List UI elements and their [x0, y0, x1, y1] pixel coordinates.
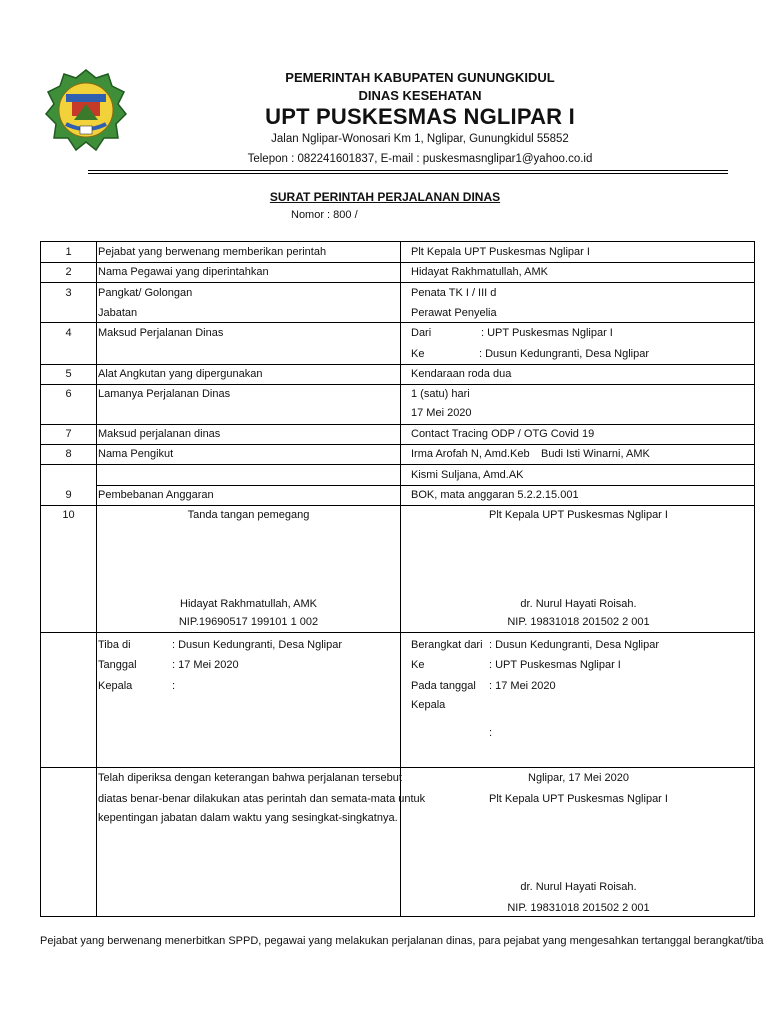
kepala-label: Kepala: [98, 680, 133, 692]
row-value: Penata TK I / III d: [411, 287, 497, 299]
header-contact: Telepon : 082241601837, E-mail : puskesmasnglipar1@yahoo.co.id: [247, 153, 593, 165]
row-divider: [96, 485, 754, 486]
row-divider: [41, 767, 754, 768]
col-divider-number: [96, 242, 97, 916]
holder-signature-title: Tanda tangan pemegang: [187, 509, 310, 521]
verification-place-date: Nglipar, 17 Mei 2020: [528, 772, 629, 784]
row-divider: [41, 464, 754, 465]
row-value: Irma Arofah N, Amd.Keb: [411, 448, 530, 460]
official-name: dr. Nurul Hayati Roisah.: [520, 598, 637, 610]
verification-official-nip: NIP. 19831018 201502 2 001: [507, 902, 650, 914]
row-label: Alat Angkutan yang dipergunakan: [98, 368, 263, 380]
tanggal-value: : 17 Mei 2020: [172, 659, 239, 671]
row-divider: [41, 384, 754, 385]
ke-label: Ke: [411, 348, 425, 360]
footer-note: Pejabat yang berwenang menerbitkan SPPD, pegawai yang melakukan perjalanan dinas, para pejabat yang mengesahkan tertanggal berangkat/tiba: [40, 935, 764, 947]
row-value: Plt Kepala UPT Puskesmas Nglipar I: [411, 246, 590, 258]
row-number: 6: [65, 388, 72, 400]
row-value: Kismi Suljana, Amd.AK: [411, 469, 524, 481]
berangkat-value: : Dusun Kedungranti, Desa Nglipar: [489, 639, 659, 651]
row-value: Contact Tracing ODP / OTG Covid 19: [411, 428, 595, 440]
row-value: 17 Mei 2020: [411, 407, 472, 419]
header-address: Jalan Nglipar-Wonosari Km 1, Nglipar, Gunungkidul 55852: [271, 133, 569, 145]
tiba-label: Tiba di: [98, 639, 131, 651]
row-divider: [41, 322, 754, 323]
row-number: 4: [65, 327, 72, 339]
row-divider: [41, 444, 754, 445]
row-label: Jabatan: [98, 307, 138, 319]
ke-label: Ke: [411, 659, 425, 671]
holder-nip: NIP.19690517 199101 1 002: [178, 616, 319, 628]
ke-value: : Dusun Kedungranti, Desa Nglipar: [479, 348, 649, 360]
row-number: 8: [65, 448, 72, 460]
pada-tanggal-value: : 17 Mei 2020: [489, 680, 556, 692]
tanggal-label: Tanggal: [98, 659, 137, 671]
kepala-value: :: [489, 727, 493, 739]
gunungkidul-emblem-logo: [44, 68, 128, 152]
official-title: Plt Kepala UPT Puskesmas Nglipar I: [489, 509, 668, 521]
header-government: PEMERINTAH KABUPATEN GUNUNGKIDUL: [285, 70, 555, 85]
row-label: Maksud perjalanan dinas: [98, 428, 221, 440]
dari-value: : UPT Puskesmas Nglipar I: [481, 327, 613, 339]
row-label: Pangkat/ Golongan: [98, 287, 193, 299]
document-title: SURAT PERINTAH PERJALANAN DINAS: [269, 190, 501, 204]
row-number: 2: [65, 266, 72, 278]
berangkat-label: Berangkat dari: [411, 639, 483, 651]
row-divider: [41, 282, 754, 283]
header-divider-thin: [88, 173, 728, 174]
row-label: Maksud Perjalanan Dinas: [98, 327, 224, 339]
row-number: 7: [65, 428, 72, 440]
document-number: Nomor : 800 /: [291, 209, 358, 221]
row-divider: [41, 364, 754, 365]
row-number: 1: [65, 246, 72, 258]
row-value: 1 (satu) hari: [411, 388, 470, 400]
pada-tanggal-label: Pada tanggal: [411, 680, 476, 692]
verification-official-name: dr. Nurul Hayati Roisah.: [520, 881, 637, 893]
row-number: 3: [65, 287, 72, 299]
header-divider: [88, 170, 728, 171]
row-number: 5: [65, 368, 72, 380]
row-number: 9: [65, 489, 72, 501]
row-divider: [41, 505, 754, 506]
row-value: Kendaraan roda dua: [411, 368, 512, 380]
row-value: Budi Isti Winarni, AMK: [541, 448, 650, 460]
row-value: Perawat Penyelia: [411, 307, 497, 319]
header-department: DINAS KESEHATAN: [358, 88, 482, 103]
row-divider: [41, 424, 754, 425]
row-label: Nama Pengikut: [98, 448, 174, 460]
kepala-value: :: [172, 680, 176, 692]
row-label: Nama Pegawai yang diperintahkan: [98, 266, 269, 278]
verification-text-line2: diatas benar-benar dilakukan atas perintah dan semata-mata untuk: [98, 793, 426, 805]
verification-text-line3: kepentingan jabatan dalam waktu yang sesingkat-singkatnya.: [98, 812, 398, 824]
row-divider: [41, 262, 754, 263]
sppd-form-table: [40, 241, 755, 917]
row-value: Hidayat Rakhmatullah, AMK: [411, 266, 548, 278]
row-label: Lamanya Perjalanan Dinas: [98, 388, 231, 400]
row-label: Pejabat yang berwenang memberikan perintah: [98, 246, 327, 258]
holder-name: Hidayat Rakhmatullah, AMK: [180, 598, 317, 610]
row-number: 10: [62, 509, 75, 521]
dari-label: Dari: [411, 327, 432, 339]
tiba-value: : Dusun Kedungranti, Desa Nglipar: [172, 639, 342, 651]
kepala-label: Kepala: [411, 699, 446, 711]
row-divider: [41, 632, 754, 633]
col-divider-value: [400, 242, 401, 916]
verification-text-line1: Telah diperiksa dengan keterangan bahwa perjalanan tersebut: [98, 772, 402, 784]
row-label: Pembebanan Anggaran: [98, 489, 214, 501]
ke-value: : UPT Puskesmas Nglipar I: [489, 659, 621, 671]
official-nip: NIP. 19831018 201502 2 001: [507, 616, 650, 628]
header-institution: UPT PUSKESMAS NGLIPAR I: [265, 104, 575, 129]
verification-official-title: Plt Kepala UPT Puskesmas Nglipar I: [489, 793, 668, 805]
row-value: BOK, mata anggaran 5.2.2.15.001: [411, 489, 579, 501]
